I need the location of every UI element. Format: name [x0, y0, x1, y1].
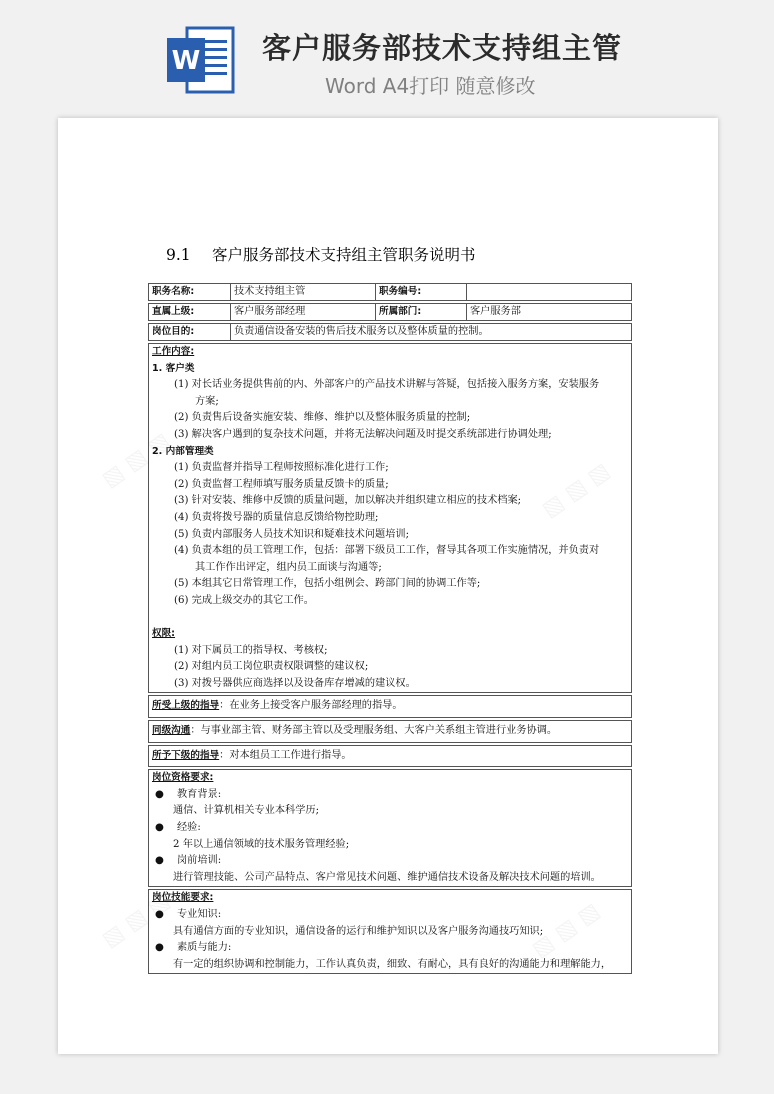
goal-row: [148, 323, 632, 341]
list-item: (1) 对长话业务提供售前的内、外部客户的产品技术讲解与答疑，包括接入服务方案，安装服务: [174, 379, 600, 391]
skill-heading: 岗位技能要求:: [152, 892, 214, 904]
communication-label: 同级沟通: [152, 725, 191, 737]
info-value: 技术支持组主管: [231, 284, 376, 300]
bullet-icon: ●: [155, 788, 164, 800]
preview-title: 客户服务部技术支持组主管: [262, 31, 623, 65]
bullet-icon: ●: [155, 855, 164, 867]
section-title: 客户服务部技术支持组主管职务说明书: [212, 246, 476, 264]
info-row: [148, 303, 632, 321]
qualification-text: 2 年以上通信领域的技术服务管理经验;: [173, 838, 350, 850]
goal-label: 岗位目的:: [149, 324, 231, 340]
qualification-label: 经验:: [177, 822, 201, 834]
preview-subtitle: Word A4打印 随意修改: [325, 74, 536, 98]
work-content-box: [148, 343, 632, 693]
work-heading: 工作内容:: [152, 346, 195, 357]
list-item: (2) 负责监督工程师填写服务质量反馈卡的质量;: [174, 478, 389, 490]
list-item-continued: 方案;: [195, 395, 219, 407]
skill-box: [148, 889, 632, 974]
list-item: (5) 本组其它日常管理工作，包括小组例会、跨部门间的协调工作等;: [174, 578, 481, 590]
qualification-label: 岗前培训:: [177, 855, 222, 867]
authority-heading: 权限:: [152, 628, 176, 640]
info-label: 职务名称:: [149, 284, 231, 300]
category-heading: 2. 内部管理类: [152, 445, 214, 457]
section-heading: [166, 243, 476, 265]
guidance-from-label: 所受上级的指导: [152, 700, 220, 712]
guidance-from-text: ：在业务上接受客户服务部经理的指导。: [219, 700, 403, 712]
info-label: 直属上级:: [149, 304, 231, 320]
qualification-box: [148, 769, 632, 887]
list-item: (3) 解决客户遇到的复杂技术问题，并将无法解决问题及时提交系统部进行协调处理;: [174, 428, 552, 440]
list-item: (4) 负责将拨号器的质量信息反馈给物控助理;: [174, 511, 379, 523]
word-icon-letter: W: [171, 46, 201, 76]
list-item-continued: 其工作作出评定，组内员工面谈与沟通等;: [195, 561, 382, 573]
communication-text: ：与事业部主管、财务部主管以及受理服务组、大客户关系组主管进行业务协调。: [190, 725, 558, 737]
qualification-text: 进行管理技能、公司产品特点、客户常见技术问题、维护通信技术设备及解决技术问题的培训。: [173, 871, 601, 883]
category-heading: 1. 客户类: [152, 362, 195, 374]
info-value: 客户服务部经理: [231, 304, 376, 320]
list-item: (1) 负责监督并指导工程师按照标准化进行工作;: [174, 462, 389, 474]
guidance-to-label: 所予下级的指导: [152, 749, 220, 761]
skill-text: 有一定的组织协调和控制能力，工作认真负责，细致、有耐心，具有良好的沟通能力和理解能力，: [173, 958, 612, 970]
list-item: (6) 完成上级交办的其它工作。: [174, 594, 314, 606]
bullet-icon: ●: [155, 822, 164, 834]
bullet-icon: ●: [155, 909, 164, 920]
qualification-heading: 岗位资格要求:: [152, 772, 214, 784]
list-item: (3) 针对安装、维修中反馈的质量问题，加以解决并组织建立相应的技术档案;: [174, 495, 522, 507]
peer-communication-box: [148, 720, 632, 743]
info-row: [148, 283, 632, 301]
job-description-table: [148, 283, 632, 974]
guidance-to-text: ：对本组员工工作进行指导。: [219, 749, 352, 761]
list-item: (5) 负责内部服务人员技术知识和疑难技术问题培训;: [174, 528, 410, 540]
list-item: (3) 对拨号器供应商选择以及设备库存增减的建议权。: [174, 677, 416, 689]
list-item: (1) 对下属员工的指导权、考核权;: [174, 644, 328, 656]
list-item: (2) 负责售后设备实施安装、维修、维护以及整体服务质量的控制;: [174, 412, 471, 424]
list-item: (4) 负责本组的员工管理工作，包括：部署下级员工工作，督导其各项工作实施情况，并负责对: [174, 545, 600, 557]
list-item: (2) 对组内员工岗位职责权限调整的建议权;: [174, 661, 369, 673]
info-label: 职务编号:: [376, 284, 467, 300]
qualification-label: 教育背景:: [177, 788, 222, 800]
info-value: 客户服务部: [470, 306, 521, 317]
document-page: [58, 118, 718, 1054]
section-number: 9.1: [166, 246, 191, 264]
blank-line: [149, 610, 631, 627]
bullet-icon: ●: [155, 942, 164, 954]
info-value: [467, 284, 631, 300]
info-label: 所属部门:: [376, 304, 467, 320]
preview-header: [0, 0, 774, 110]
supervisor-guidance-box: [148, 695, 632, 718]
subordinate-guidance-box: [148, 745, 632, 768]
qualification-text: 通信、计算机相关专业本科学历;: [173, 805, 320, 817]
skill-label: 素质与能力:: [177, 942, 232, 954]
word-document-icon: [165, 24, 237, 96]
goal-text: 负责通信设备安装的售后技术服务以及整体质量的控制。: [234, 326, 489, 337]
skill-label: 专业知识:: [177, 909, 222, 920]
skill-text: 具有通信方面的专业知识，通信设备的运行和维护知识以及客户服务沟通技巧知识;: [173, 925, 544, 937]
